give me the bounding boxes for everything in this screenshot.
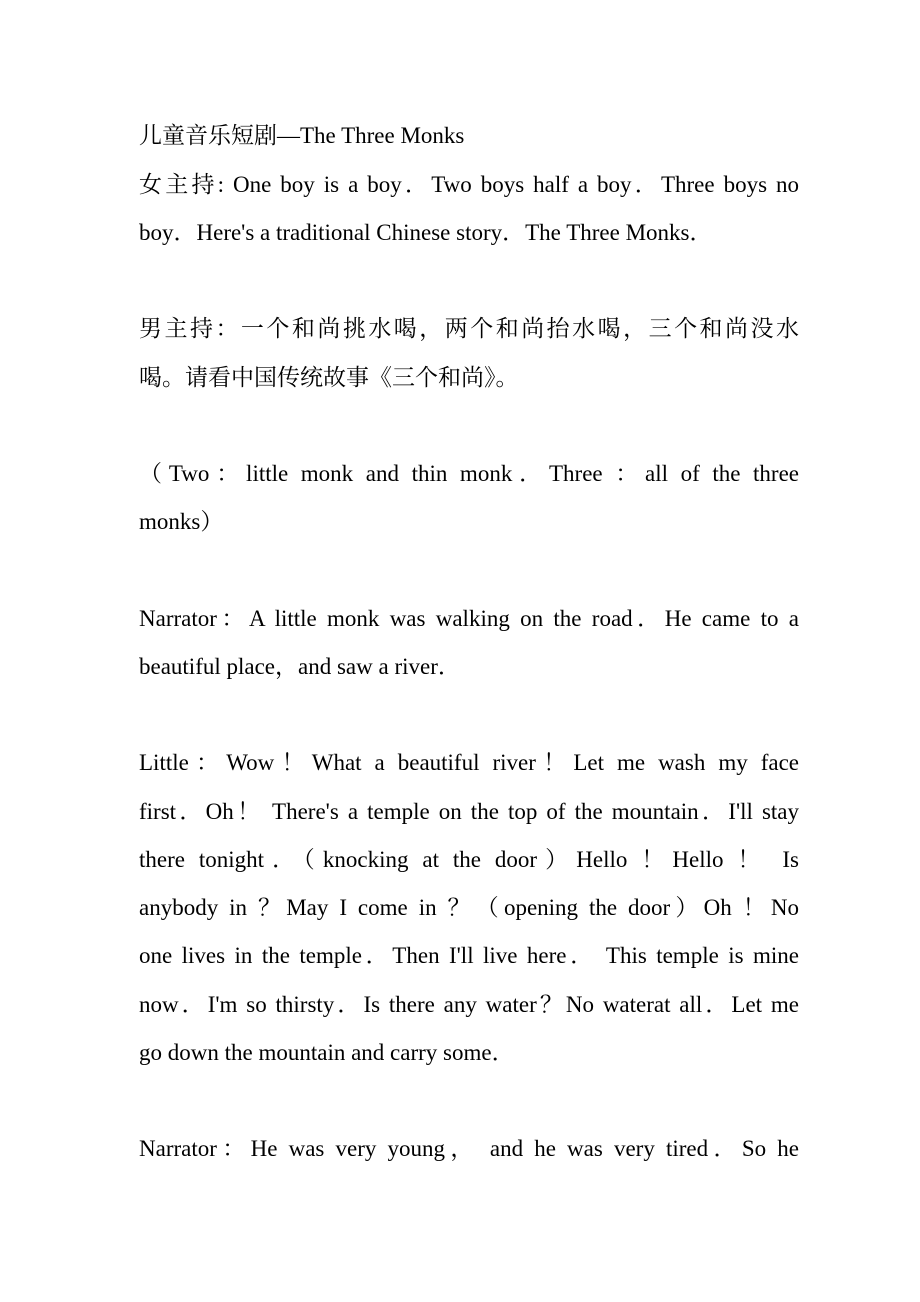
- text-line-14: now．I'm so thirsty．Is there any water？No waterat all．Let me: [139, 992, 799, 1017]
- text-line-1: 女主持: One boy is a boy．Two boys half a boy．Three boys no: [139, 172, 799, 197]
- text-line-12: anybody in ？May I come in ？（opening the door）Oh ！No: [139, 895, 799, 920]
- text-line-15: go down the mountain and carry some．: [139, 1040, 515, 1065]
- text-line-4: 喝。请看中国传统故事《三个和尚》。: [139, 365, 519, 391]
- text-line-7: Narrator：A little monk was walking on the road．He came to a: [139, 606, 799, 631]
- document-title: 儿童音乐短剧—The Three Monks: [139, 123, 465, 148]
- text-line-5: （Two：little monk and thin monk．Three ：all of the three: [139, 461, 799, 486]
- text-line-3: 男主持：一个和尚挑水喝，两个和尚抬水喝，三个和尚没水: [139, 316, 799, 342]
- text-line-13: one lives in the temple．Then I'll live here． This temple is mine: [139, 943, 799, 968]
- text-line-6: monks）: [139, 509, 224, 534]
- text-line-8: beautiful place，and saw a river．: [139, 654, 461, 679]
- text-line-10: first．Oh！ There's a temple on the top of the mountain．I'll stay: [139, 799, 799, 824]
- text-line-9: Little：Wow！What a beautiful river！Let me wash my face: [139, 750, 799, 775]
- text-line-2: boy．Here's a traditional Chinese story．The Three Monks．: [139, 220, 713, 245]
- text-line-16: Narrator：He was very young， and he was very tired．So he: [139, 1136, 799, 1161]
- text-line-11: there tonight．（knocking at the door）Hello ！Hello ！ Is: [139, 847, 799, 872]
